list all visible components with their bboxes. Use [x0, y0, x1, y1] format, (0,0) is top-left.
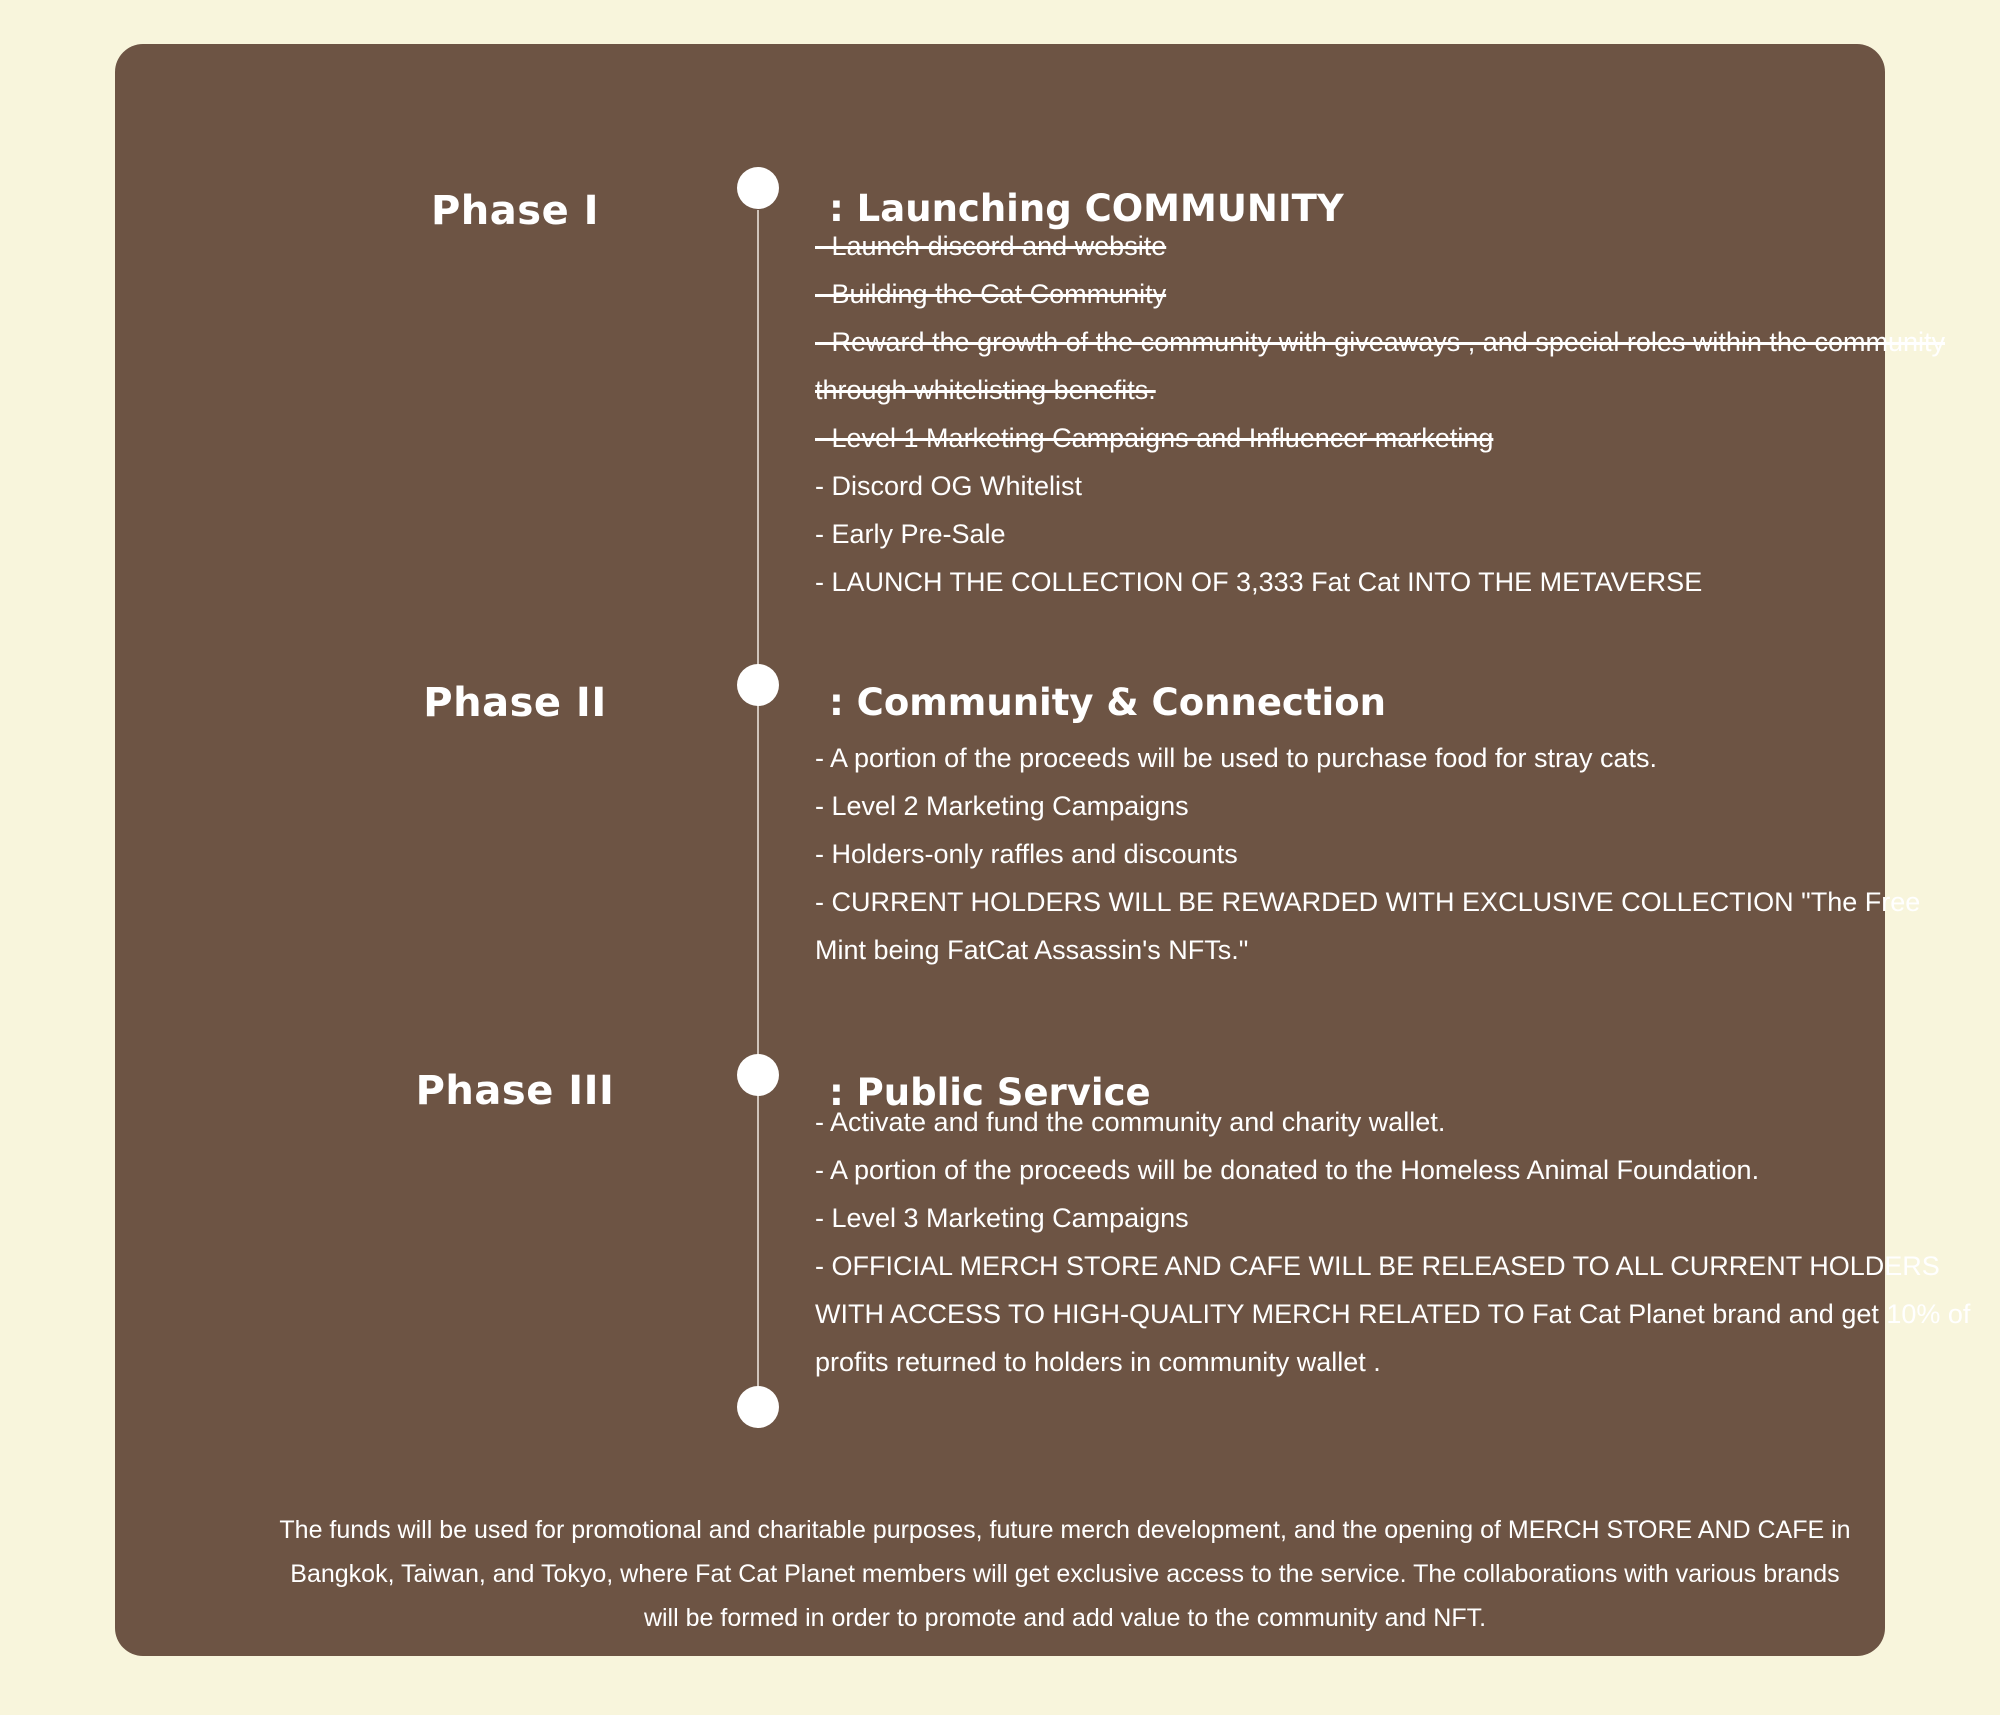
- list-item: - Building the Cat Community: [815, 279, 1167, 309]
- list-item: - OFFICIAL MERCH STORE AND CAFE WILL BE RELEASED TO ALL CURRENT HOLDERS WITH ACCESS TO HIGH-QUALITY MERCH RELATED TO Fat Cat Planet brand and get 10% of profits returned to holders in community wallet .: [815, 1251, 1971, 1377]
- phase-2-title: : Community & Connection: [829, 681, 1386, 724]
- list-item: - CURRENT HOLDERS WILL BE REWARDED WITH EXCLUSIVE COLLECTION "The Free Mint being FatCat Assassin's NFTs.": [815, 887, 1921, 965]
- list-item: - Early Pre-Sale: [815, 519, 1006, 549]
- phase-1-marker: [737, 167, 779, 209]
- phase-3-title: : Public Service: [829, 1071, 1151, 1114]
- list-item: - Holders-only raffles and discounts: [815, 839, 1238, 869]
- list-item: - A portion of the proceeds will be used to purchase food for stray cats.: [815, 743, 1657, 773]
- list-item: - LAUNCH THE COLLECTION OF 3,333 Fat Cat INTO THE METAVERSE: [815, 567, 1703, 597]
- phase-3-items: [815, 1098, 1975, 1386]
- list-item: - A portion of the proceeds will be donated to the Homeless Animal Foundation.: [815, 1155, 1760, 1185]
- phase-2-items: [815, 734, 1975, 974]
- list-item: - Activate and fund the community and charity wallet.: [815, 1107, 1446, 1137]
- phase-1-label: Phase I: [430, 188, 600, 234]
- list-item: - Reward the growth of the community with giveaways , and special roles within the community through whitelisting benefits.: [815, 327, 1945, 405]
- timeline-end-marker: [737, 1386, 779, 1428]
- phase-1-items: [815, 222, 1975, 606]
- list-item: - Level 2 Marketing Campaigns: [815, 791, 1189, 821]
- list-item: - Level 1 Marketing Campaigns and Influencer marketing: [815, 423, 1494, 453]
- list-item: - Launch discord and website: [815, 231, 1167, 261]
- timeline-line: [757, 210, 759, 1428]
- phase-2-label: Phase II: [423, 680, 607, 726]
- phase-2-marker: [737, 664, 779, 706]
- list-item: - Level 3 Marketing Campaigns: [815, 1203, 1189, 1233]
- funds-note: The funds will be used for promotional and charitable purposes, future merch development, and the opening of MERCH STORE AND CAFE in Bangkok, Taiwan, and Tokyo, where Fat Cat Planet members will get exclusive access to the service. The collaborations with various brands will be formed in order to promote and add value to the community and NFT.: [279, 1516, 1851, 1632]
- phase-3-label: Phase III: [415, 1068, 615, 1114]
- roadmap-card: [115, 44, 1971, 1656]
- phase-1-title: : Launching COMMUNITY: [829, 187, 1344, 230]
- list-item: - Discord OG Whitelist: [815, 471, 1083, 501]
- phase-3-marker: [737, 1054, 779, 1096]
